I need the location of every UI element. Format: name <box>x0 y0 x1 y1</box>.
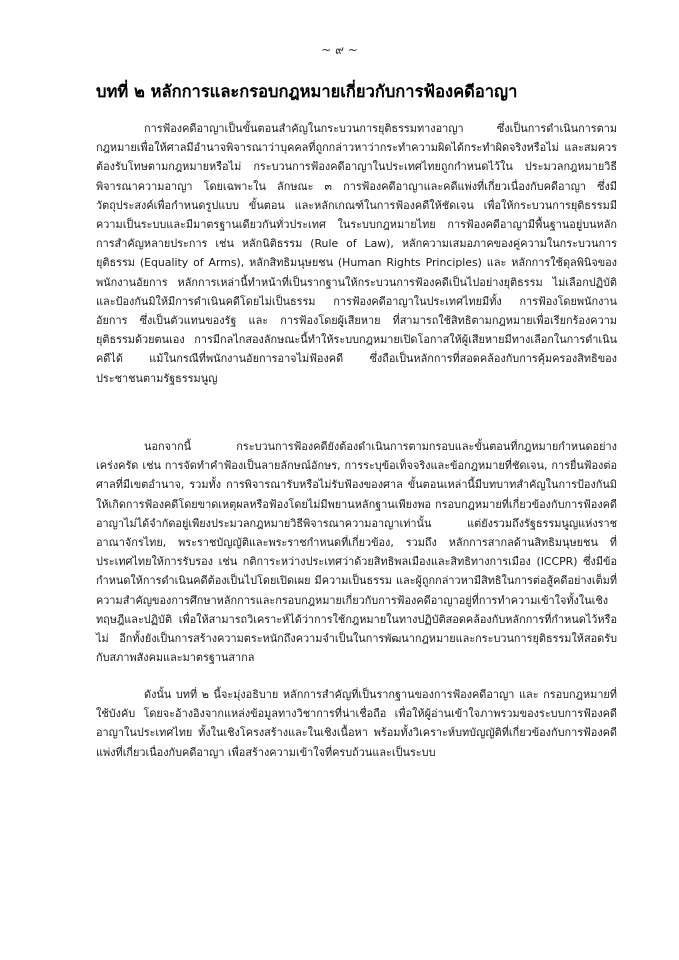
paragraph-3-text: ดังนั้น บทที่ ๒ นี้จะมุ่งอธิบาย หลักการสำคัญที่เป็นรากฐานของการฟ้องคดีอาญา และ กรอบกฎหมายที่ใช้บังคับ โดยจะอ้างอิงจากแหล่งข้อมูลทางวิชาการที่น่าเชื่อถือ เพื่อให้ผู้อ่านเข้าใจภาพรวมของระบบการฟ้องคดีอาญาในประเทศไทย ทั้งในเชิงโครงสร้างและในเชิงเนื้อหา พร้อมทั้งวิเคราะห์บทบัญญัติที่เกี่ยวข้องกับการฟ้องคดีแพ่งที่เกี่ยวเนื่องกับคดีอาญา เพื่อสร้างความเข้าใจที่ครบถ้วนและเป็นระบบ <box>96 688 617 759</box>
page-number: ~ ๙ ~ <box>321 43 358 57</box>
paragraph-1 <box>96 119 617 388</box>
paragraph-2 <box>96 437 617 667</box>
paragraph-1-text: การฟ้องคดีอาญาเป็นขั้นตอนสำคัญในกระบวนการยุติธรรมทางอาญา ซึ่งเป็นการดำเนินการตามกฎหมายเพื่อให้ศาลมีอำนาจพิจารณาว่าบุคคลที่ถูกกล่าวหาว่ากระทำความผิดได้กระทำผิดจริงหรือไม่ และสมควรต้องรับโทษตามกฎหมายหรือไม่ กระบวนการฟ้องคดีอาญาในประเทศไทยถูกกำหนดไว้ใน ประมวลกฎหมายวิธีพิจารณาความอาญา โดยเฉพาะใน ลักษณะ ๓ การฟ้องคดีอาญาและคดีแพ่งที่เกี่ยวเนื่องกับคดีอาญา ซึ่งมีวัตถุประสงค์เพื่อกำหนดรูปแบบ ขั้นตอน และหลักเกณฑ์ในการฟ้องคดีให้ชัดเจน เพื่อให้กระบวนการยุติธรรมมีความเป็นระบบและมีมาตรฐานเดียวกันทั่วประเทศ ในระบบกฎหมายไทย การฟ้องคดีอาญามีพื้นฐานอยู่บนหลักการสำคัญหลายประการ เช่น หลักนิติธรรม (Rule of Law), หลักความเสมอภาคของคู่ความในกระบวนการยุติธรรม (Equality of Arms), หลักสิทธิมนุษยชน (Human Rights Principles) และ หลักการใช้ดุลพินิจของพนักงานอัยการ หลักการเหล่านี้ทำหน้าที่เป็นรากฐานให้กระบวนการฟ้องคดีเป็นไปอย่างยุติธรรม ไม่เลือกปฏิบัติ และป้องกันมิให้มีการดำเนินคดีโดยไม่เป็นธรรม การฟ้องคดีอาญาในประเทศไทยมีทั้ง การฟ้องโดยพนักงานอัยการ ซึ่งเป็นตัวแทนของรัฐ และ การฟ้องโดยผู้เสียหาย ที่สามารถใช้สิทธิตามกฎหมายเพื่อเรียกร้องความยุติธรรมด้วยตนเอง การมีกลไกสองลักษณะนี้ทำให้ระบบกฎหมายเปิดโอกาสให้ผู้เสียหายมีทางเลือกในการดำเนินคดีได้ แม้ในกรณีที่พนักงานอัยการอาจไม่ฟ้องคดี ซึ่งถือเป็นหลักการที่สอดคล้องกับการคุ้มครองสิทธิของประชาชนตามรัฐธรรมนูญ <box>96 122 617 385</box>
paragraph-2-text: นอกจากนี้ กระบวนการฟ้องคดียังต้องดำเนินการตามกรอบและขั้นตอนที่กฎหมายกำหนดอย่างเคร่งครัด เช่น การจัดทำคำฟ้องเป็นลายลักษณ์อักษร, การระบุข้อเท็จจริงและข้อกฎหมายที่ชัดเจน, การยื่นฟ้องต่อศาลที่มีเขตอำนาจ, รวมทั้ง การพิจารณารับหรือไม่รับฟ้องของศาล ขั้นตอนเหล่านี้มีบทบาทสำคัญในการป้องกันมิให้เกิดการฟ้องคดีโดยขาดเหตุผลหรือฟ้องโดยไม่มีพยานหลักฐานเพียงพอ กรอบกฎหมายที่เกี่ยวข้องกับการฟ้องคดีอาญาไม่ได้จำกัดอยู่เพียงประมวลกฎหมายวิธีพิจารณาความอาญาเท่านั้น แต่ยังรวมถึงรัฐธรรมนูญแห่งราชอาณาจักรไทย, พระราชบัญญัติและพระราชกำหนดที่เกี่ยวข้อง, รวมถึง หลักการสากลด้านสิทธิมนุษยชน ที่ประเทศไทยให้การรับรอง เช่น กติการะหว่างประเทศว่าด้วยสิทธิพลเมืองและสิทธิทางการเมือง (ICCPR) ซึ่งมีข้อกำหนดให้การดำเนินคดีต้องเป็นไปโดยเปิดเผย มีความเป็นธรรม และผู้ถูกกล่าวหามีสิทธิในการต่อสู้คดีอย่างเต็มที่ ความสำคัญของการศึกษาหลักการและกรอบกฎหมายเกี่ยวกับการฟ้องคดีอาญาอยู่ที่การทำความเข้าใจทั้งในเชิงทฤษฎีและปฏิบัติ เพื่อให้สามารถวิเคราะห์ได้ว่าการใช้กฎหมายในทางปฏิบัติสอดคล้องกับหลักการที่กำหนดไว้หรือไม่ อีกทั้งยังเป็นการสร้างความตระหนักถึงความจำเป็นในการพัฒนากฎหมายและกระบวนการยุติธรรมให้สอดรับกับสภาพสังคมและมาตรฐานสากล <box>96 440 617 665</box>
chapter-title: บทที่ ๒ หลักการและกรอบกฎหมายเกี่ยวกับการฟ้องคดีอาญา <box>96 82 518 101</box>
paragraph-3 <box>96 685 617 762</box>
